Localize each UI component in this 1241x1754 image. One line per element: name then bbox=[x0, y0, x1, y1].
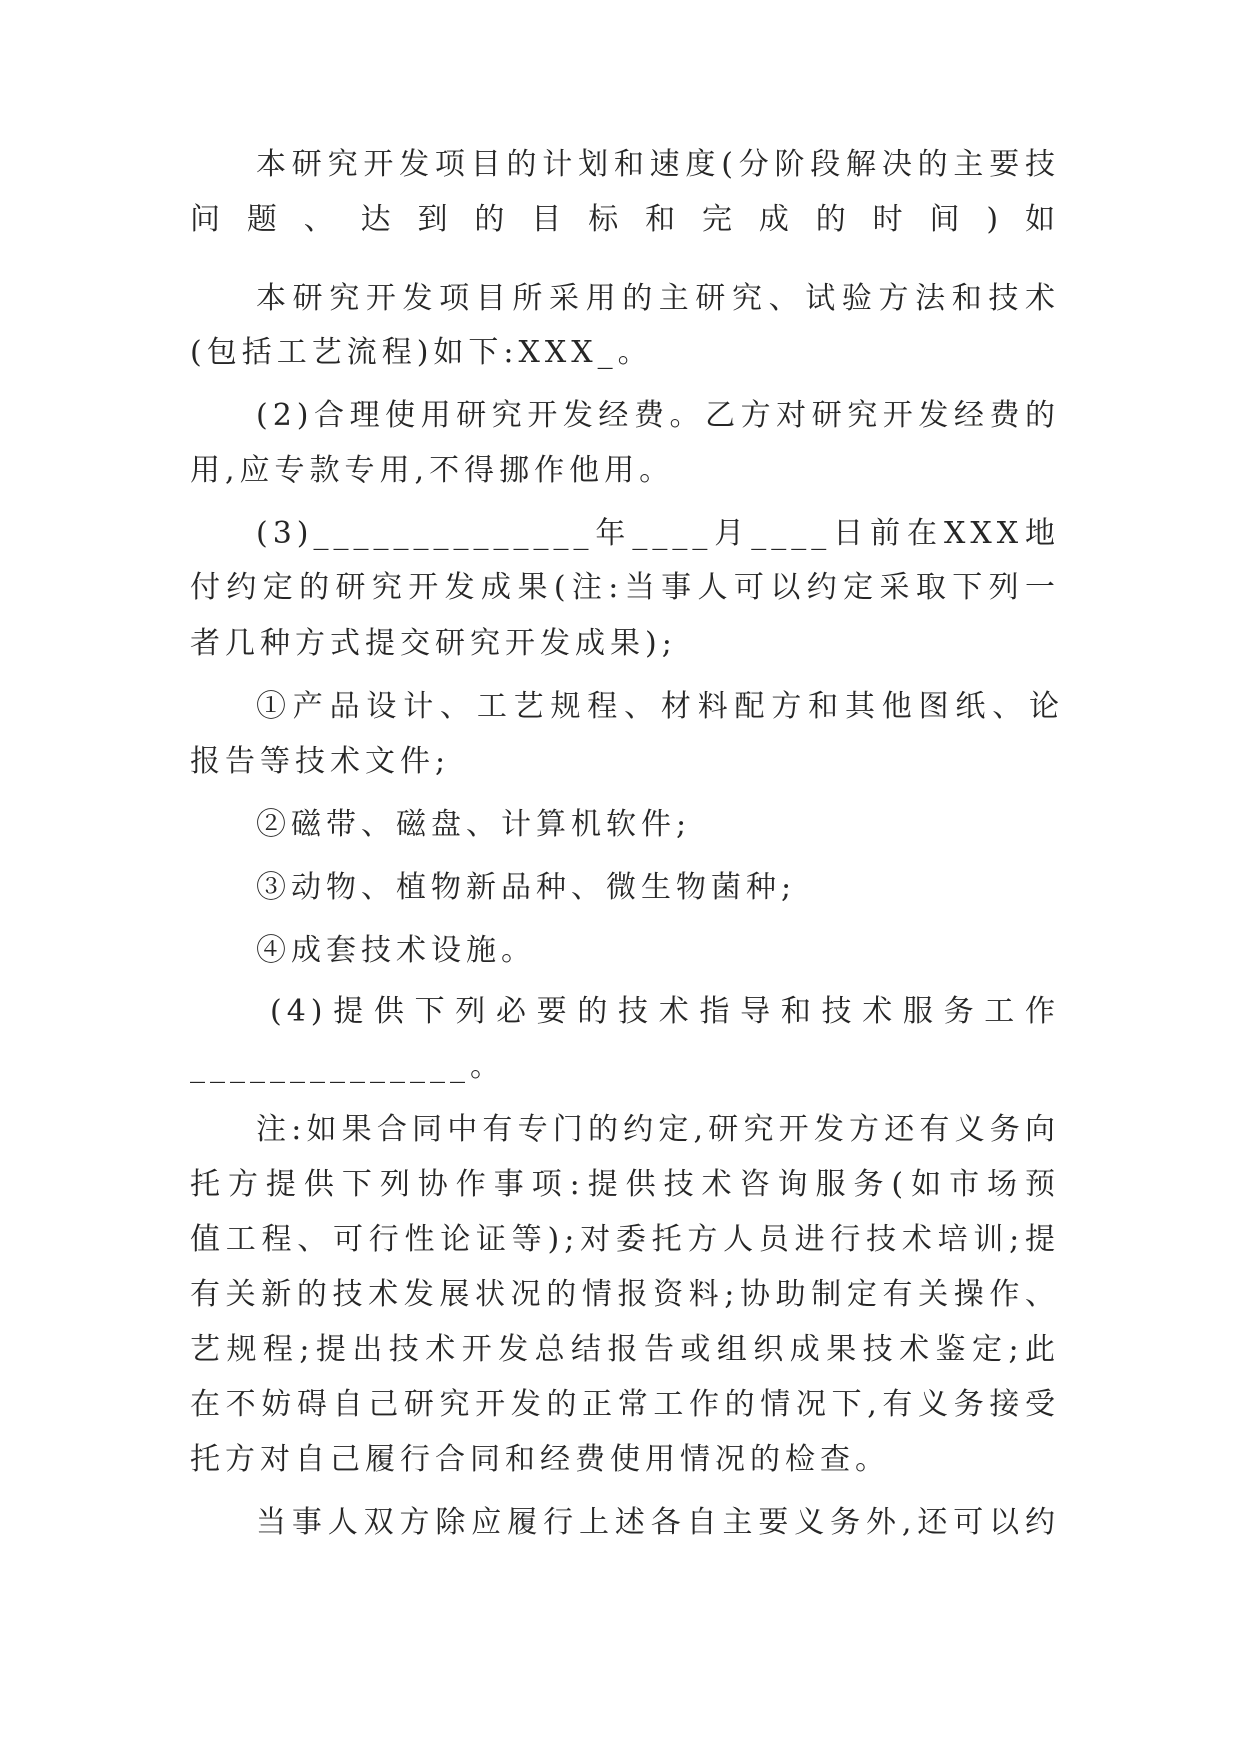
text-line-15: (4)提供下列必要的技术指导和技术服务工作 bbox=[270, 994, 1060, 1029]
text-line-4: (包括工艺流程)如下:XXX_。 bbox=[190, 335, 653, 370]
text-line-18: 托方提供下列协作事项:提供技术咨询服务(如市场预 bbox=[190, 1167, 1060, 1202]
text-line-6: 用,应专款专用,不得挪作他用。 bbox=[190, 453, 675, 488]
text-line-5: (2)合理使用研究开发经费。乙方对研究开发经费的 bbox=[256, 398, 1060, 433]
text-line-13: ③动物、植物新品种、微生物菌种; bbox=[256, 870, 797, 905]
text-line-24: 当事人双方除应履行上述各自主要义务外,还可以约 bbox=[256, 1505, 1060, 1540]
text-line-3: 本研究开发项目所采用的主研究、试验方法和技术 bbox=[256, 281, 1060, 316]
text-line-2: 问题、达到的目标和完成的时间)如 bbox=[190, 202, 1060, 237]
text-line-11: 报告等技术文件; bbox=[190, 744, 451, 779]
text-line-16: ______________。 bbox=[190, 1049, 505, 1084]
text-line-22: 在不妨碍自己研究开发的正常工作的情况下,有义务接受 bbox=[190, 1387, 1060, 1422]
text-line-19: 值工程、可行性论证等);对委托方人员进行技术培训;提 bbox=[190, 1222, 1060, 1257]
text-line-23: 托方对自己履行合同和经费使用情况的检查。 bbox=[190, 1442, 890, 1477]
text-line-12: ②磁带、磁盘、计算机软件; bbox=[256, 807, 692, 842]
text-line-17: 注:如果合同中有专门的约定,研究开发方还有义务向 bbox=[256, 1112, 1060, 1147]
text-line-10: ①产品设计、工艺规程、材料配方和其他图纸、论 bbox=[256, 689, 1064, 724]
text-line-7: (3)______________年____月____日前在XXX地 bbox=[256, 516, 1060, 551]
text-line-8: 付约定的研究开发成果(注:当事人可以约定采取下列一 bbox=[190, 570, 1060, 605]
text-line-20: 有关新的技术发展状况的情报资料;协助制定有关操作、 bbox=[190, 1277, 1060, 1312]
text-line-1: 本研究开发项目的计划和速度(分阶段解决的主要技 bbox=[256, 147, 1060, 182]
text-line-21: 艺规程;提出技术开发总结报告或组织成果技术鉴定;此 bbox=[190, 1332, 1060, 1367]
text-line-9: 者几种方式提交研究开发成果); bbox=[190, 626, 677, 661]
text-line-14: ④成套技术设施。 bbox=[256, 933, 536, 968]
